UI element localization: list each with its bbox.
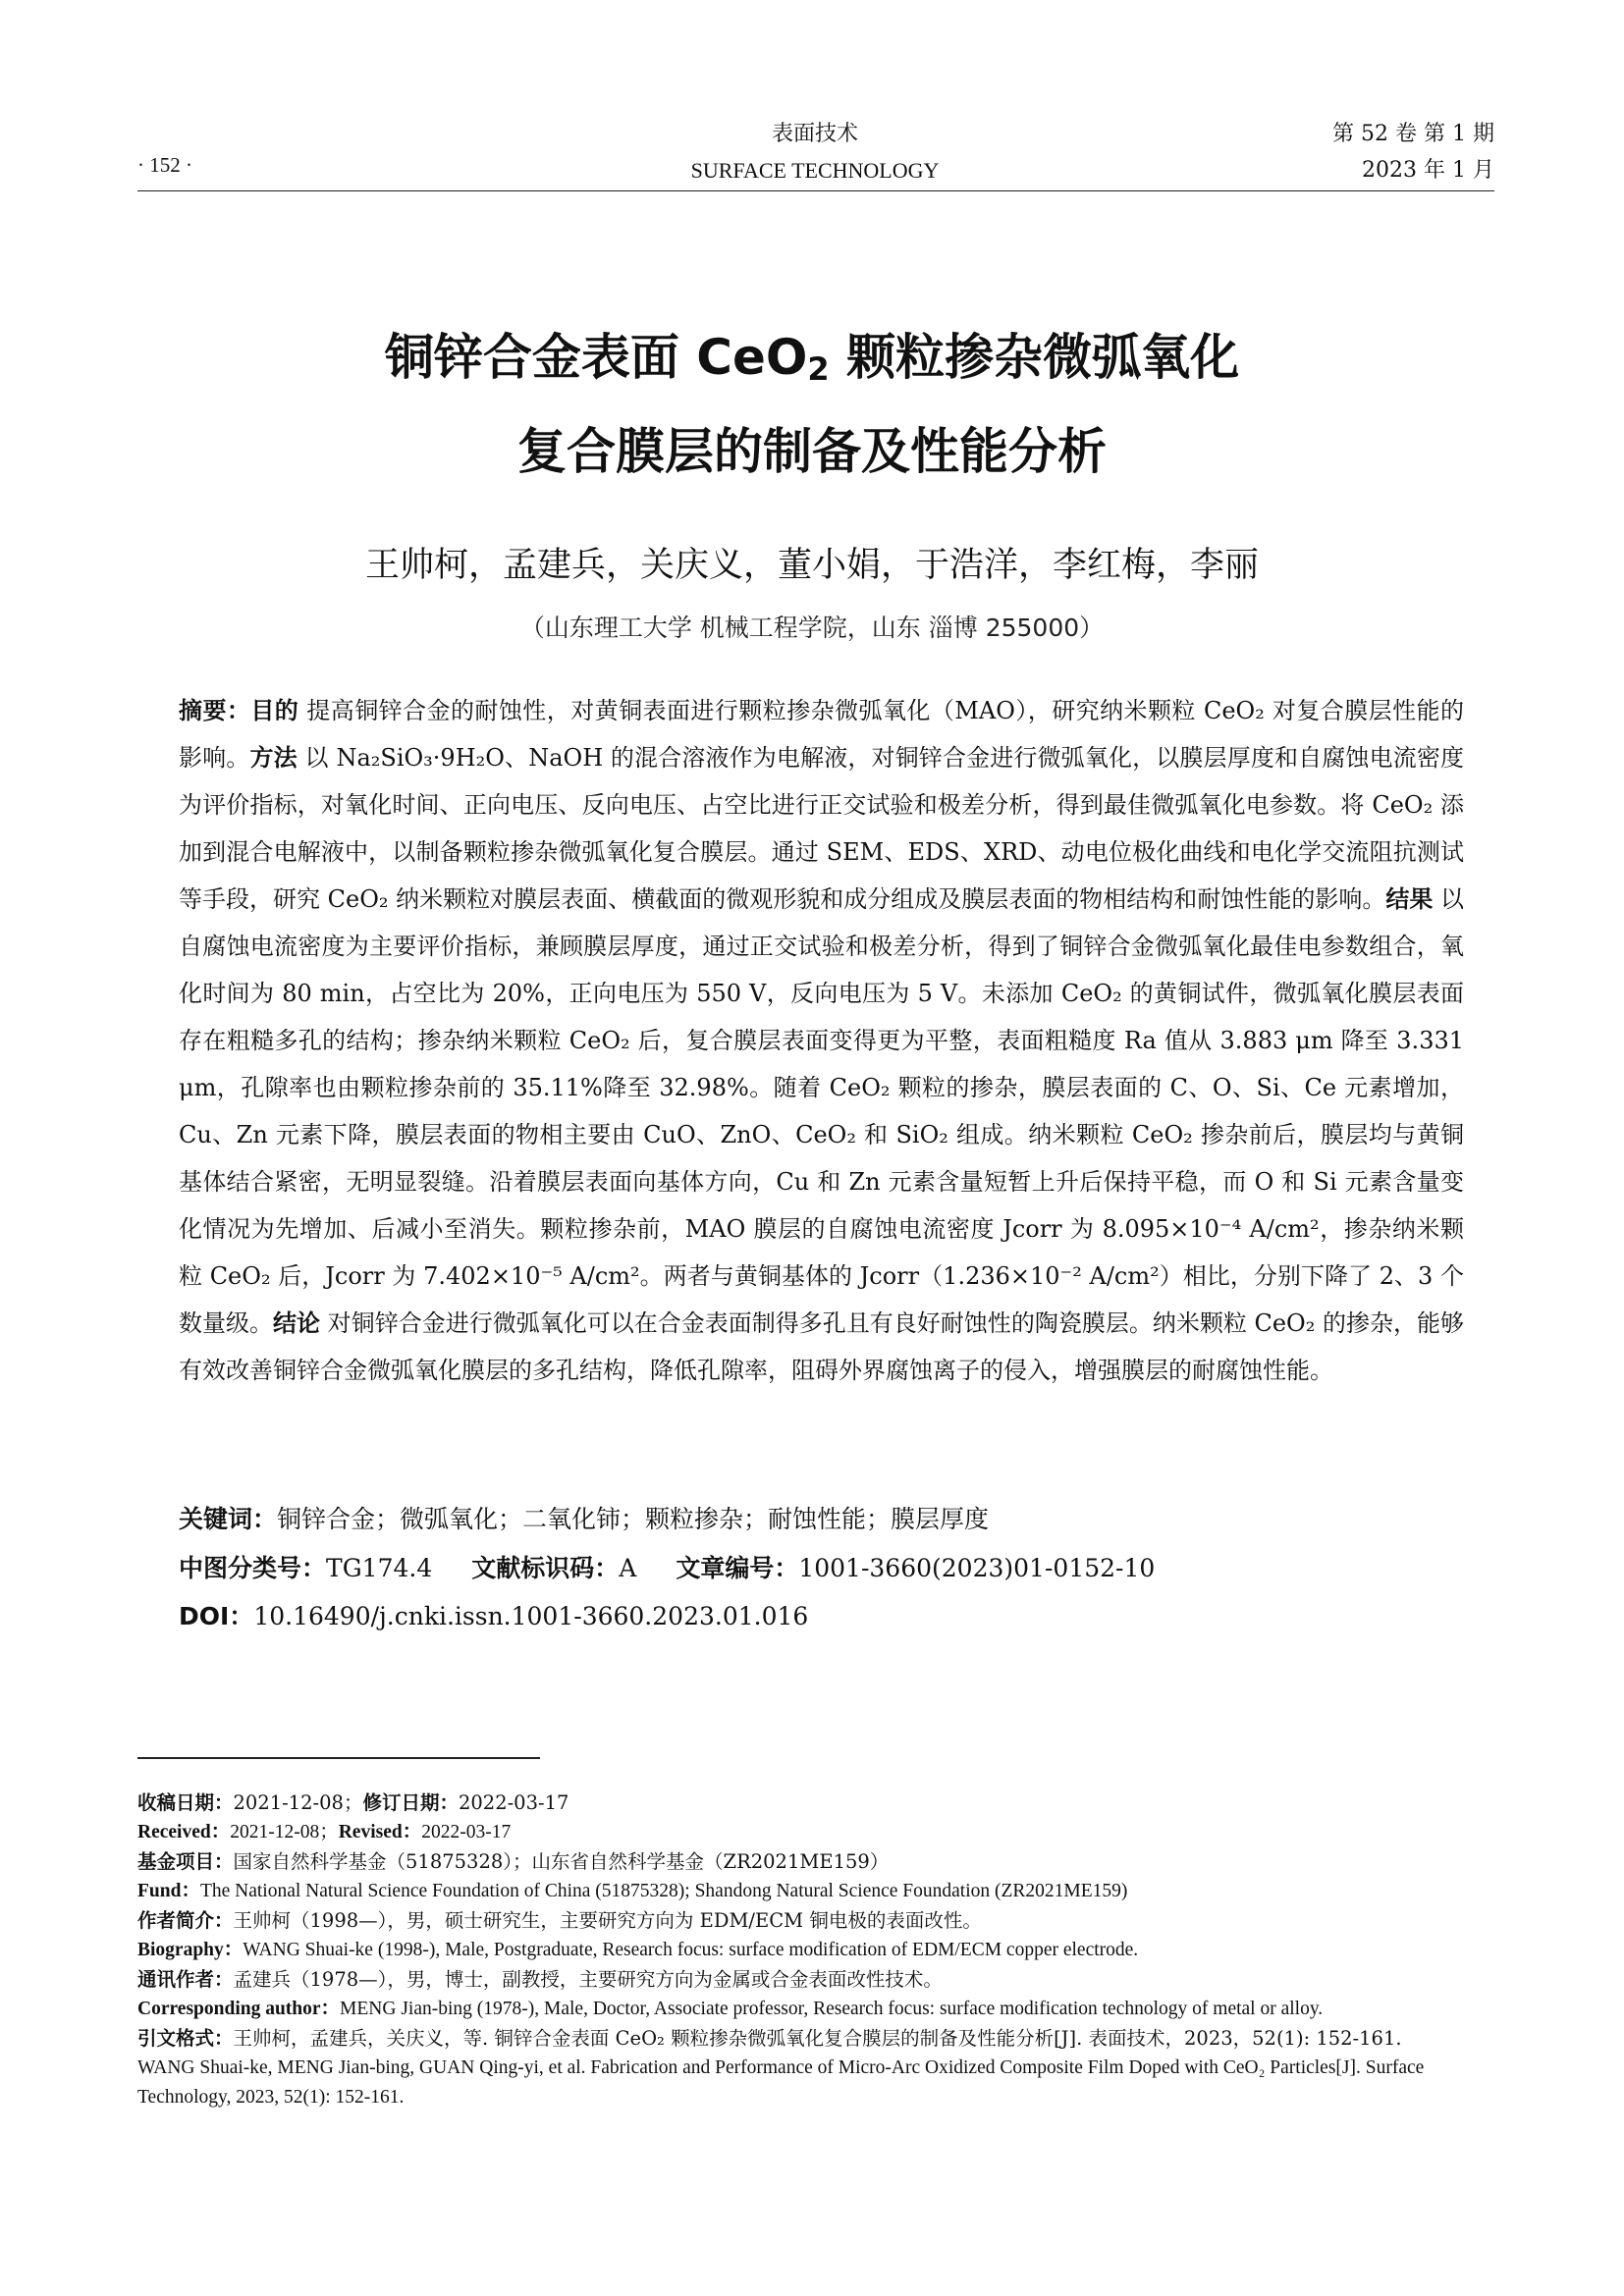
title-line-1: 铜锌合金表面 CeO$_2$ 颗粒掺杂微弧氧化 xyxy=(384,329,1240,388)
footnotes xyxy=(137,1789,1494,2112)
journal-header xyxy=(638,116,992,188)
biography-en: Biography：WANG Shuai-ke (1998-), Male, Postgraduate, Research focus: surface modification of EDM/ECM copper electrode. xyxy=(137,1940,1139,1960)
article-no-value: 1001-3660(2023)01-0152-10 xyxy=(798,1554,1156,1582)
keywords-value: 铜锌合金；微弧氧化；二氧化铈；颗粒掺杂；耐蚀性能；膜层厚度 xyxy=(277,1505,990,1533)
abstract-label: 摘要： xyxy=(179,697,251,724)
abstract-conclusion: 对铜锌合金进行微弧氧化可以在合金表面制得多孔且有良好耐蚀性的陶瓷膜层。纳米颗粒 CeO₂ 的掺杂，能够有效改善铜锌合金微弧氧化膜层的多孔结构，降低孔隙率，阻碍外界腐蚀离子的侵入，增强膜层的耐腐蚀性能。 xyxy=(179,1309,1465,1384)
abstract xyxy=(179,687,1464,1394)
clc-value: TG174.4 xyxy=(326,1554,433,1582)
doi-value[interactable]: 10.16490/j.cnki.issn.1001-3660.2023.01.016 xyxy=(253,1602,809,1630)
title-line-2: 复合膜层的制备及性能分析 xyxy=(517,423,1107,480)
doi-label: DOI： xyxy=(179,1602,254,1630)
corresponding-cn: 通讯作者：孟建兵（1978—），男，博士，副教授，主要研究方向为金属或合金表面改性技术。 xyxy=(137,1968,943,1991)
abstract-purpose: 提高铜锌合金的耐蚀性，对黄铜表面进行颗粒掺杂微弧氧化（MAO），研究纳米颗粒 CeO₂ 对复合膜层性能的影响。 xyxy=(179,697,1464,772)
biography-cn: 作者简介：王帅柯（1998—），男，硕士研究生，主要研究方向为 EDM/ECM 铜电极的表面改性。 xyxy=(137,1909,982,1932)
corresponding-en: Corresponding author：MENG Jian-bing (1978-), Male, Doctor, Associate professor, Research focus: surface modification technology of metal or alloy. xyxy=(137,1999,1324,2019)
journal-name-en: SURFACE TECHNOLOGY xyxy=(690,158,940,183)
purpose-label: 目的 xyxy=(250,697,299,724)
abstract-result: 以自腐蚀电流密度为主要评价指标，兼顾膜层厚度，通过正交试验和极差分析，得到了铜锌合金微弧氧化最佳电参数组合，氧化时间为 80 min，占空比为 20%，正向电压为 550 V，反向电压为 5 V。未添加 CeO₂ 的黄铜试件，微弧氧化膜层表面存在粗糙多孔的结构；掺杂纳米颗粒 CeO₂ 后，复合膜层表面变得更为平整，表面粗糙度 Ra 值从 3.883 μm 降至 3.331 μm，孔隙率也由颗粒掺杂前的 35.11%降至 32.98%。随着 CeO₂ 颗粒的掺杂，膜层表面的 C、O、Si、Ce 元素增加，Cu、Zn 元素下降，膜层表面的物相主要由 CuO、ZnO、CeO₂ 和 SiO₂ 组成。纳米颗粒 CeO₂ 掺杂前后，膜层均与黄铜基体结合紧密，无明显裂缝。沿着膜层表面向基体方向，Cu 和 Zn 元素含量短暂上升后保持平稳，而 O 和 Si 元素含量变化情况为先增加、后减小至消失。颗粒掺杂前，MAO 膜层的自腐蚀电流密度 Jcorr 为 8.095×10⁻⁴ A/cm²，掺杂纳米颗粒 CeO₂ 后，Jcorr 为 7.402×10⁻⁵ A/cm²。两者与黄铜基体的 Jcorr（1.236×10⁻² A/cm²）相比，分别下降了 2、3 个数量级。 xyxy=(179,885,1464,1337)
doc-code-label: 文献标识码： xyxy=(471,1554,620,1582)
citation-en: WANG Shuai-ke, MENG Jian-bing, GUAN Qing-yi, et al. Fabrication and Performance of Micro-Arc Oxidized Composite Film Doped with CeO₂ Particles[J]. Surface Technology, 2023, 52(1): 152-161. xyxy=(137,2057,1425,2108)
author-list: 王帅柯，孟建兵，关庆义，董小娟，于浩洋，李红梅，李丽 xyxy=(364,546,1259,585)
method-label: 方法 xyxy=(249,744,298,772)
article-no-label: 文章编号： xyxy=(676,1554,799,1582)
issue-date: 2023 年 1 月 xyxy=(1362,158,1494,183)
header-rule xyxy=(137,190,1494,191)
classification-row xyxy=(179,1549,1155,1584)
abstract-method: 以 Na₂SiO₃·9H₂O、NaOH 的混合溶液作为电解液，对铜锌合金进行微弧氧化，以膜层厚度和自腐蚀电流密度为评价指标，对氧化时间、正向电压、反向电压、占空比进行正交试验和极差分析，得到最佳微弧氧化电参数。将 CeO₂ 添加到混合电解液中，以制备颗粒掺杂微弧氧化复合膜层。通过 SEM、EDS、XRD、动电位极化曲线和电化学交流阻抗测试等手段，研究 CeO₂ 纳米颗粒对膜层表面、横截面的微观形貌和成分组成及膜层表面的物相结构和耐蚀性能的影响。 xyxy=(179,744,1465,913)
citation-cn: 引文格式：王帅柯，孟建兵，关庆义，等. 铜锌合金表面 CeO₂ 颗粒掺杂微弧氧化复合膜层的制备及性能分析[J]. 表面技术，2023，52(1): 152-161. xyxy=(137,2027,1402,2050)
volume-issue: 第 52 卷 第 1 期 xyxy=(1332,122,1494,146)
received-en: Received：2021-12-08；Revised：2022-03-17 xyxy=(137,1822,512,1842)
footnote-rule xyxy=(137,1757,540,1759)
affiliation: （山东理工大学 机械工程学院，山东 淄博 255000） xyxy=(519,614,1105,642)
article-title xyxy=(0,316,1624,493)
issue-info xyxy=(1332,116,1494,188)
fund-en: Fund：The National Natural Science Foundation of China (51875328); Shandong Natural Science Foundation (ZR2021ME159) xyxy=(137,1881,1128,1901)
doi xyxy=(179,1597,808,1632)
keywords-label: 关键词： xyxy=(179,1505,278,1533)
result-label: 结果 xyxy=(1385,885,1434,913)
clc-label: 中图分类号： xyxy=(179,1554,327,1582)
keywords xyxy=(179,1500,989,1535)
fund-cn: 基金项目：国家自然科学基金（51875328）；山东省自然科学基金（ZR2021ME159） xyxy=(137,1850,890,1873)
journal-name-cn: 表面技术 xyxy=(771,122,858,146)
page-number: · 152 · xyxy=(137,153,192,177)
received-cn: 收稿日期：2021-12-08；修订日期：2022-03-17 xyxy=(137,1791,569,1814)
conclusion-label: 结论 xyxy=(273,1309,321,1337)
doc-code-value: A xyxy=(619,1554,637,1582)
